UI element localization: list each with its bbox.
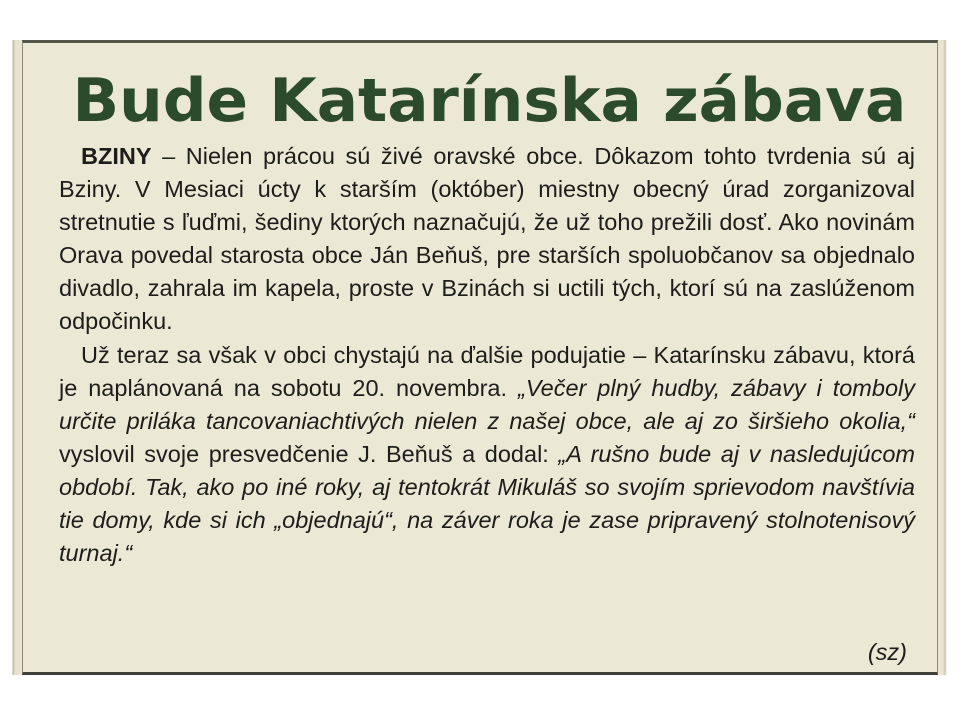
clipping-left-edge [0,40,22,675]
article-paragraph-2 [59,339,915,570]
article-body [59,140,915,570]
quote-1: „Večer plný hudby, zábavy i tomboly určite priláka tancovaniachtivých nielen z našej obce, ale aj zo širšieho okolia,“ [59,375,915,434]
newspaper-clipping [22,40,938,675]
article-dateline: BZINY [81,143,152,169]
paragraph-2-middle: vyslovil svoje presvedčenie J. Beňuš a dodal: [59,441,559,467]
article-paragraph-1 [59,140,915,338]
dateline-dash: – [151,143,186,169]
quote-2: „A rušno bude aj v nasledujúcom období. Tak, ako po iné roky, aj tentokrát Mikuláš so svojím sprievodom navštívia tie domy, kde si ich „objednajú“, na záver roka je zase pripravený stolnotenisový turnaj.“ [59,441,915,566]
paragraph-1-text: Nielen prácou sú živé oravské obce. Dôkazom tohto tvrdenia sú aj Bziny. V Mesiaci úcty k starším (október) miestny obecný úrad zorganizoval stretnutie s ľuďmi, šediny ktorých naznačujú, že už toho prežili dosť. Ako novinám Orava povedal starosta obce Ján Beňuš, pre starších spoluobčanov sa objednalo divadlo, zahrala im kapela, proste v Bzinách si uctili tých, ktorí sú na zaslúženom odpočinku. [59,143,915,334]
paragraph-2-intro: Už teraz sa však v obci chystajú na ďalšie podujatie – Katarínsku zábavu, ktorá je naplánovaná na sobotu 20. novembra. [59,342,915,401]
article-headline: Bude Katarínska zábava [72,66,907,136]
author-signature: (sz) [867,639,907,665]
